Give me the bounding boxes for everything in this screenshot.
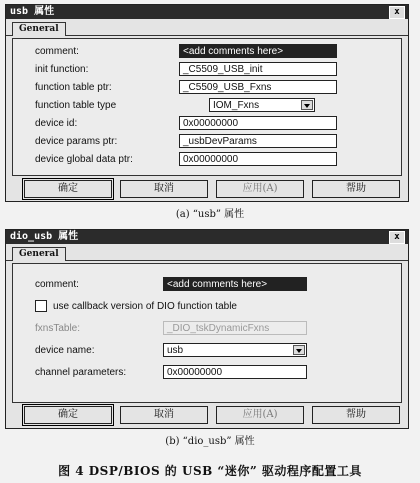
dialog-a-titlebar xyxy=(6,5,408,19)
dialog-b-tabrow xyxy=(6,244,408,261)
caption-a: (a) “usb” 属性 xyxy=(175,209,245,220)
function-table-ptr-field[interactable]: _C5509_USB_Fxns xyxy=(179,80,337,94)
function-table-ptr-row xyxy=(13,79,401,97)
chevron-down-icon[interactable] xyxy=(301,100,313,110)
device-params-ptr-label: device params ptr: xyxy=(35,136,118,147)
device-id-field[interactable]: 0x00000000 xyxy=(179,116,337,130)
function-table-type-value: IOM_Fxns xyxy=(213,100,260,111)
fxns-table-field: _DIO_tskDynamicFxns xyxy=(163,321,307,335)
device-params-ptr-row xyxy=(13,133,401,151)
dialog-b-close-button[interactable]: x xyxy=(389,231,405,244)
tab-general-b[interactable]: General xyxy=(12,247,66,261)
dialog-a-panel xyxy=(12,38,402,176)
fxns-table-row xyxy=(13,320,401,338)
dialog-b-title: dio_usb 属性 xyxy=(10,231,79,242)
init-function-label: init function: xyxy=(35,64,89,75)
init-function-row xyxy=(13,61,401,79)
device-global-data-ptr-row xyxy=(13,151,401,169)
device-id-label: device id: xyxy=(35,118,78,129)
function-table-type-select[interactable] xyxy=(209,98,315,112)
init-function-field[interactable]: _C5509_USB_init xyxy=(179,62,337,76)
comment-row-b xyxy=(13,276,401,294)
callback-row xyxy=(13,298,401,316)
caption-b: (b) “dio_usb” 属性 xyxy=(165,436,255,447)
comment-field-b[interactable]: <add comments here> xyxy=(163,277,307,291)
channel-parameters-row xyxy=(13,364,401,382)
help-button-a[interactable]: 帮助 xyxy=(312,180,400,198)
ok-button-a[interactable]: 确定 xyxy=(24,180,112,198)
channel-parameters-label: channel parameters: xyxy=(35,367,127,378)
help-button-b[interactable]: 帮助 xyxy=(312,406,400,424)
device-name-label: device name: xyxy=(35,345,95,356)
function-table-type-row xyxy=(13,97,401,115)
device-params-ptr-field[interactable]: _usbDevParams xyxy=(179,134,337,148)
dialog-a-title: usb 属性 xyxy=(10,6,55,17)
dialog-a-tabrow xyxy=(6,19,408,36)
function-table-ptr-label: function table ptr: xyxy=(35,82,112,93)
device-name-row xyxy=(13,342,401,360)
function-table-type-label: function table type xyxy=(35,100,117,111)
device-id-row xyxy=(13,115,401,133)
callback-checkbox[interactable] xyxy=(35,300,47,312)
usb-properties-dialog xyxy=(5,4,409,202)
dialog-a-buttons xyxy=(16,180,398,200)
apply-button-a[interactable]: 应用(A) xyxy=(216,180,304,198)
dialog-b-panel xyxy=(12,263,402,403)
comment-label-a: comment: xyxy=(35,46,79,57)
chevron-down-icon[interactable] xyxy=(293,345,305,355)
comment-field-a[interactable]: <add comments here> xyxy=(179,44,337,58)
comment-label-b: comment: xyxy=(35,279,79,290)
dio-usb-properties-dialog xyxy=(5,229,409,429)
device-global-data-ptr-field[interactable]: 0x00000000 xyxy=(179,152,337,166)
fxns-table-label: fxnsTable: xyxy=(35,323,81,334)
dialog-b-buttons xyxy=(16,406,398,426)
dialog-a-close-button[interactable]: x xyxy=(389,6,405,19)
device-name-select[interactable] xyxy=(163,343,307,357)
tab-general-a[interactable]: General xyxy=(12,22,66,36)
device-name-value: usb xyxy=(167,345,184,356)
comment-row-a xyxy=(13,43,401,61)
cancel-button-b[interactable]: 取消 xyxy=(120,406,208,424)
ok-button-b[interactable]: 确定 xyxy=(24,406,112,424)
dialog-b-titlebar xyxy=(6,230,408,244)
device-global-data-ptr-label: device global data ptr: xyxy=(35,154,133,165)
figure-caption: 图 4 DSP/BIOS 的 USB “迷你” 驱动程序配置工具 xyxy=(58,464,362,478)
apply-button-b[interactable]: 应用(A) xyxy=(216,406,304,424)
callback-checkbox-label: use callback version of DIO function table xyxy=(53,301,237,312)
channel-parameters-field[interactable]: 0x00000000 xyxy=(163,365,307,379)
cancel-button-a[interactable]: 取消 xyxy=(120,180,208,198)
